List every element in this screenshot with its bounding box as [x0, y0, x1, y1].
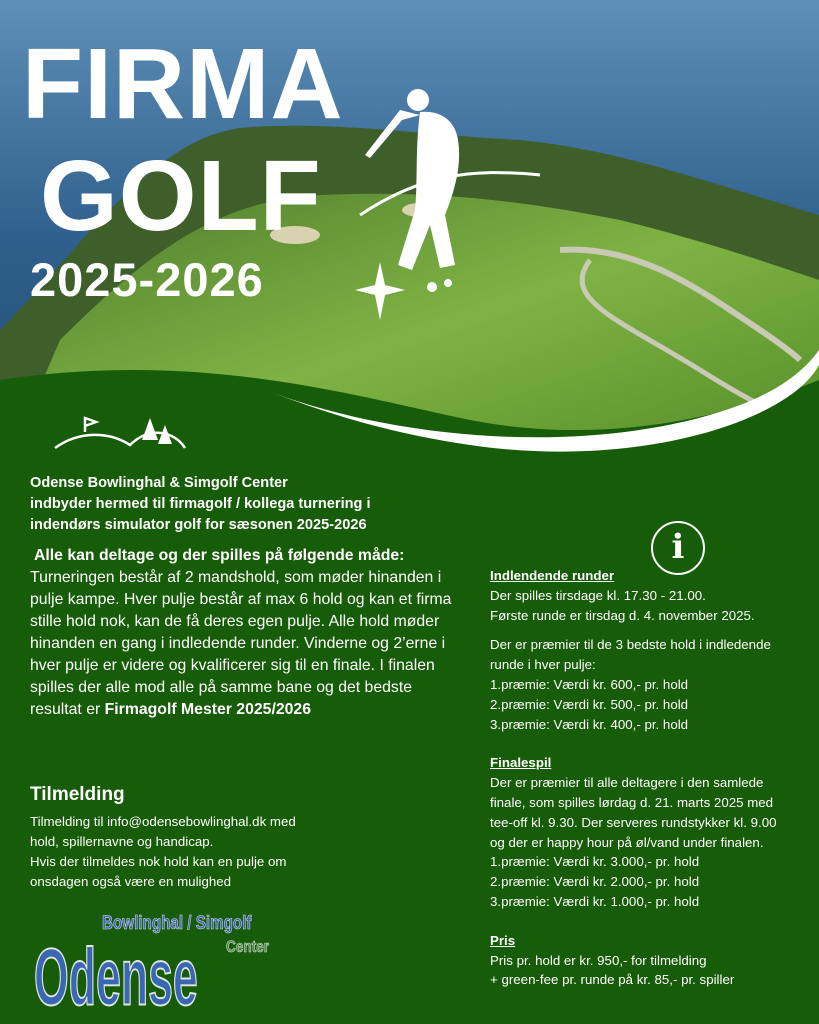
prize-line: 1.præmie: Værdi kr. 600,- pr. hold: [490, 676, 689, 692]
signup-line: Hvis der tilmeldes nok hold kan en pulje om: [30, 854, 287, 869]
preliminary-line: Første runde er tirsdag d. 4. november 2025.: [490, 607, 755, 623]
logo-main: Odense: [34, 932, 198, 1023]
logo-top: Bowlinghal / Simgolf: [102, 913, 252, 934]
details-column: [490, 566, 816, 990]
season-title: 2025-2026: [30, 253, 264, 306]
final-line: tee-off kl. 9.30. Der serveres rundstykker kl. 9.00: [490, 814, 777, 830]
description-heading: Alle kan deltage og der spilles på følgende måde:: [34, 547, 405, 564]
signup-text: [30, 812, 360, 892]
odense-logo: [30, 912, 310, 1022]
final-line: finale, som spilles lørdag d. 21. marts 2025 med: [490, 794, 774, 810]
logo-sub: Center: [226, 937, 270, 956]
price-line: + green-fee pr. runde på kr. 85,- pr. spiller: [490, 972, 735, 988]
description: [30, 545, 455, 721]
final-heading: Finalespil: [490, 755, 552, 771]
description-highlight: Firmagolf Mester 2025/2026: [104, 701, 311, 718]
description-text: Turneringen består af 2 mandshold, som møder hinanden i pulje kampe. Hver pulje består af max 6 hold og kan et firma stille hold nok, kan de få deres egen pulje. Alle hold møder hinanden en gang i indledende runder. Vinderne og 2’erne i hver pulje er videre og kvalificerer sig til en finale. I finalen spilles der alle mod alle på samme bane og det bedste resultat er: [30, 569, 452, 718]
info-icon: i: [651, 521, 705, 575]
intro-line: Odense Bowlinghal & Simgolf Center: [30, 475, 288, 491]
signup-line: hold, spillernavne og handicap.: [30, 834, 214, 849]
signup-line: Tilmelding til info@odensebowlinghal.dk med: [30, 814, 296, 829]
prize-line: 2.præmie: Værdi kr. 500,- pr. hold: [490, 696, 689, 712]
prize-intro: runde i hver pulje:: [490, 657, 596, 673]
final-line: Der er præmier til alle deltagere i den samlede: [490, 775, 764, 791]
signup-line: onsdagen også være en mulighed: [30, 874, 232, 889]
prize-line: 2.præmie: Værdi kr. 2.000,- pr. hold: [490, 874, 700, 890]
prize-line: 1.præmie: Værdi kr. 3.000,- pr. hold: [490, 854, 700, 870]
intro-line: indbyder hermed til firmagolf / kollega turnering i: [30, 496, 371, 512]
title-golf: GOLF: [40, 140, 322, 252]
preliminary-line: Der spilles tirsdage kl. 17.30 - 21.00.: [490, 587, 706, 603]
prize-line: 3.præmie: Værdi kr. 1.000,- pr. hold: [490, 893, 700, 909]
signup-heading: Tilmelding: [30, 784, 125, 805]
preliminary-heading: Indlendende runder: [490, 568, 615, 583]
prize-intro: Der er præmier til de 3 bedste hold i indledende: [490, 637, 771, 653]
price-heading: Pris: [490, 932, 516, 948]
title-firma: FIRMA: [22, 28, 344, 140]
price-line: Pris pr. hold er kr. 950,- for tilmelding: [490, 952, 707, 968]
intro-text: [30, 473, 480, 536]
prize-line: 3.præmie: Værdi kr. 400,- pr. hold: [490, 716, 689, 732]
final-line: og der er happy hour på øl/vand under finalen.: [490, 834, 764, 850]
intro-line: indendørs simulator golf for sæsonen 2025-2026: [30, 517, 367, 533]
